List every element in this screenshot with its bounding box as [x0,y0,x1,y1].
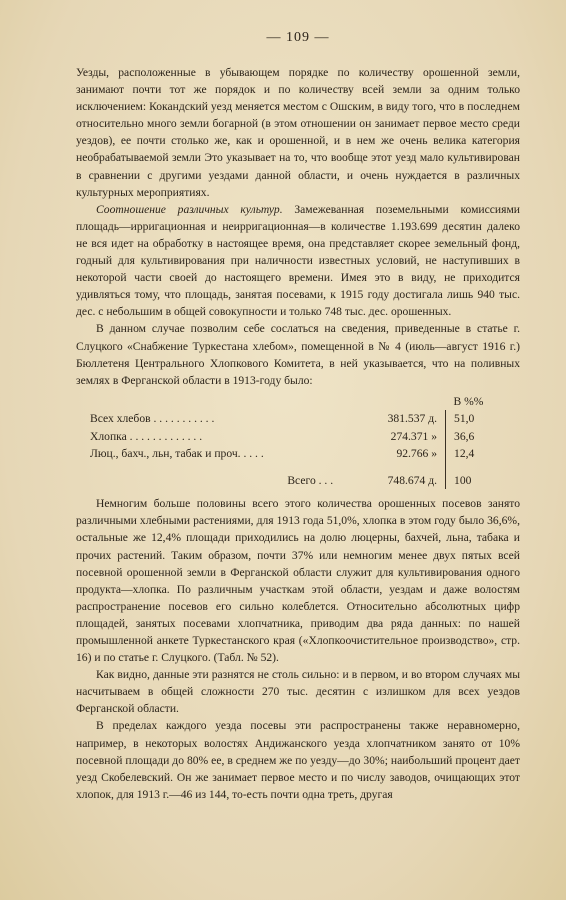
crop-area-table [90,393,520,489]
paragraph-1: Уезды, расположенные в убывающем порядке по количеству орошенной земли, занимают почти тот же порядок и по количеству всей земли за одним только исключением: Кокандский уезд меняется местом с Ошским, в виду того, что в последнем относительно много земли богарной (в этом отношении он занимает первое место среди уездов), ее почти столько же, как и орошенной, и в нем же очень велика категория необрабатываемой земли Это указывает на то, что вообще этот уезд мало культивирован в сравнении с другими уездами данной области, и очень нуждается в различных культурных мероприятиях. [76,66,520,199]
table-total-row [90,472,520,489]
row-percent: 36,6 [446,427,520,444]
row-percent: 51,0 [446,410,520,427]
paragraph-4: Немногим больше половины всего этого количества орошенных посевов занято различными хлебными растениями, для 1913 года 51,0%, хлопка в этом году было 36,6%, остальные же 12,4% площади приходились на долю люцерны, бахчей, льна, табака и прочих растений. Таким образом, почти 37% или немногим менее двух пятых всей посевной орошенной земли в Ферганской области служит для культивирования одного продукта—хлопка. По различным участкам этой области, уездам и даже волостям распространение посевов его сильно колеблется. Относительно абсолютных цифр площадей, занятых посевами хлопчатника, приводим два ряда данных: по нашей промышленной анкете Туркестанского края («Хлопкоочистительное производство», стр. 16) и по статье г. Слуцкого. (Табл. № 52). [76,497,520,665]
paragraph-2 [76,201,520,321]
paragraph-2-body: Замежеванная поземельными комиссиями площадь—ирригационная и неирригационная—в количестве 1.193.699 десятин далеко не вся идет на обработку в настоящее время, она представляет скорее земельный фонд, годный для культивирования при наличности известных условий, не наступивших в некоторой части своей до настоящего времени. Имея это в виду, не приходится удивляться тому, что площадь, занятая посевами, к 1915 году достигала лишь 940 тыс. дес. с небольшим в общей совокупности и только 748 тыс. дес. орошенных. [76,202,520,319]
page-number: — 109 — [266,30,330,45]
paragraph-3: В данном случае позволим себе сослаться на сведения, приведенные в статье г. Слуцкого «Снабжение Туркестана хлебом», помещенной в № 4 (июль—август 1916 г.) Бюллетеня Центрального Хлопкового Комитета, в ней указывается, что на поливных землях в Ферганской области в 1913-году было: [76,322,520,387]
table-row [90,427,520,444]
total-label: Всего . . . [287,474,334,488]
table-header-row [90,393,520,410]
total-value: 748.674 д. [387,474,438,488]
row-value: 381.537 д. [387,412,438,426]
row-label: Люц., бахч., льн, табак и проч. . . . . [90,446,264,460]
row-value: 274.371 » [390,429,438,443]
row-label: Всех хлебов . . . . . . . . . . . [90,412,215,426]
row-value: 92.766 » [396,446,438,460]
section-heading: Соотношение различных культур. [96,202,283,216]
paragraph-6: В пределах каждого уезда посевы эти распространены также неравномерно, например, в некоторых волостях Андижанского уезда хлопчатником занято от 10% посевной площади до 80% ее, в среднем же по уезду—до 30%; наибольший процент дает уезд Скобелевский. Он же занимает первое место и по числу заводов, очищающих этот хлопок, для 1913 г.—46 из 144, то-есть почти одна треть, другая [76,719,520,801]
row-percent: 12,4 [446,445,520,462]
paragraph-5: Как видно, данные эти разнятся не столь сильно: и в первом, и во втором случаях мы насчитываем в общей сложности 270 тыс. десятин с излишком для всех уездов Ферганской области. [76,668,520,716]
table-row [90,410,520,427]
row-label: Хлопка . . . . . . . . . . . . . [90,429,203,443]
percent-header: В %% [453,394,484,408]
total-percent: 100 [446,472,520,489]
table-row [90,445,520,462]
